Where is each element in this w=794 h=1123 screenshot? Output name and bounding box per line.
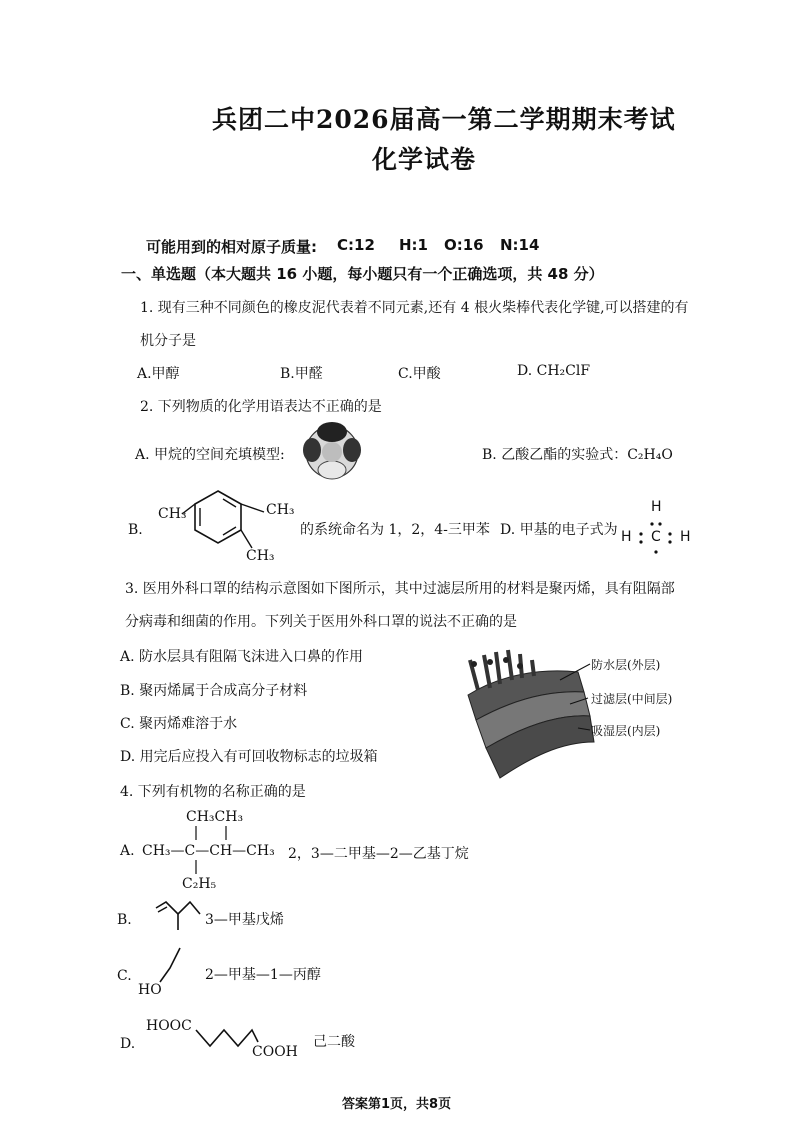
q4-stem: 4. 下列有机物的名称正确的是 xyxy=(120,784,306,800)
q3-option-c: C. 聚丙烯难溶于水 xyxy=(120,716,238,732)
q4-d-hooc-label: HOOC xyxy=(146,1018,192,1034)
mask-label-outer: 防水层(外层) xyxy=(591,658,661,672)
q4-option-d-label: D. xyxy=(120,1036,136,1052)
q3-stem-line2: 分病毒和细菌的作用。下列关于医用外科口罩的说法不正确的是 xyxy=(125,614,517,630)
q4-c-ho-label: HO xyxy=(138,982,162,998)
q4-a-top-groups: CH₃CH₃ xyxy=(186,809,244,825)
ch3-bottom-label: CH₃ xyxy=(246,548,275,564)
electron-h-left: H xyxy=(621,529,632,545)
ch3-left-label: CH₃ xyxy=(158,506,187,522)
atomic-mass-h: H:1 xyxy=(399,236,428,254)
q3-option-a: A. 防水层具有阻隔飞沫进入口鼻的作用 xyxy=(120,649,364,665)
q3-option-d: D. 用完后应投入有可回收物标志的垃圾箱 xyxy=(120,749,378,765)
q4-option-d-name: 己二酸 xyxy=(313,1034,355,1050)
page-footer: 答案第1页，共8页 xyxy=(342,1097,452,1112)
mask-label-inner: 吸湿层(内层) xyxy=(591,724,661,738)
q2-option-b: B. 乙酸乙酯的实验式：C₂H₄O xyxy=(482,447,673,463)
mask-label-middle: 过滤层(中间层) xyxy=(591,692,673,706)
q4-option-a-label: A. xyxy=(120,843,135,859)
q2-option-d: D. 甲基的电子式为 xyxy=(500,522,618,538)
q2-option-c-label: B. xyxy=(128,522,143,538)
q4-a-bottom-group: C₂H₅ xyxy=(182,876,217,892)
q2-option-c-text: 的系统命名为 1，2，4-三甲苯 xyxy=(300,522,490,538)
q1-option-a: A.甲醇 xyxy=(137,366,180,382)
electron-h-right: H xyxy=(680,529,691,545)
q2-option-a: A. 甲烷的空间充填模型: xyxy=(135,447,285,463)
q1-stem-line2: 机分子是 xyxy=(140,333,196,349)
q1-option-b: B.甲醛 xyxy=(280,366,323,382)
q2-stem: 2. 下列物质的化学用语表达不正确的是 xyxy=(140,399,382,415)
section-heading: 一、单选题（本大题共 16 小题，每小题只有一个正确选项，共 48 分） xyxy=(121,265,604,283)
q4-option-c-name: 2—甲基—1—丙醇 xyxy=(205,967,321,983)
q4-option-a-name: 2，3—二甲基—2—乙基丁烷 xyxy=(288,846,469,862)
q1-option-d: D. CH₂ClF xyxy=(517,363,591,379)
page-title: 兵团二中2026届高一第二学期期末考试 xyxy=(212,105,676,134)
electron-h-top: H xyxy=(651,499,662,515)
q4-d-cooh-label: COOH xyxy=(252,1044,298,1060)
atomic-mass-o: O:16 xyxy=(444,236,484,254)
page-subtitle: 化学试卷 xyxy=(372,145,477,174)
atomic-mass-c: C:12 xyxy=(337,236,375,254)
q4-option-c-label: C. xyxy=(117,968,132,984)
atomic-mass-n: N:14 xyxy=(500,236,540,254)
q4-option-b-label: B. xyxy=(117,912,132,928)
q3-stem-line1: 3. 医用外科口罩的结构示意图如下图所示，其中过滤层所用的材料是聚丙烯，具有阻隔部 xyxy=(125,581,675,597)
q3-option-b: B. 聚丙烯属于合成高分子材料 xyxy=(120,683,308,699)
electron-c: C xyxy=(651,529,661,545)
atomic-mass-label: 可能用到的相对原子质量: xyxy=(146,238,317,256)
q4-a-main-chain: CH₃—C—CH—CH₃ xyxy=(142,843,275,859)
q1-stem-line1: 1. 现有三种不同颜色的橡皮泥代表着不同元素,还有 4 根火柴棒代表化学键,可以搭建的有 xyxy=(140,300,689,316)
ch3-top-label: CH₃ xyxy=(266,502,295,518)
q4-option-b-name: 3—甲基戊烯 xyxy=(205,912,284,928)
q1-option-c: C.甲酸 xyxy=(398,366,441,382)
